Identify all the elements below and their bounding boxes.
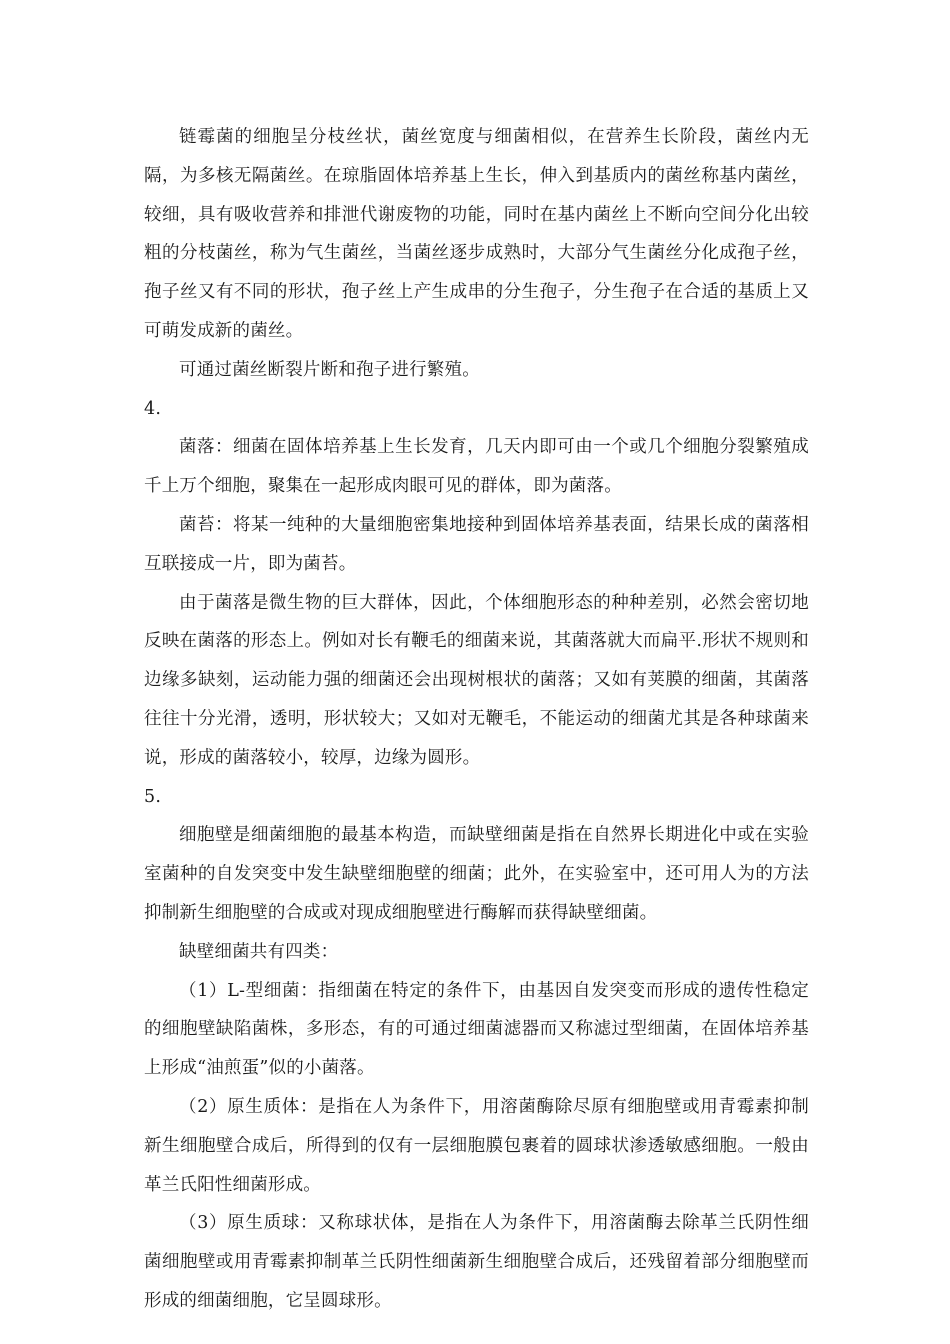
list-item-spheroplast: （3）原生质球：又称球状体，是指在人为条件下，用溶菌酶去除革兰氏阴性细菌细胞壁或用青霉素抑制革兰氏阴性细菌新生细胞壁合成后，还残留着部分细胞壁而形成的细菌细胞，它呈圆球形。 xyxy=(144,1213,809,1311)
paragraph-streptomyces-morphology: 链霉菌的细胞呈分枝丝状，菌丝宽度与细菌相似，在营养生长阶段，菌丝内无隔，为多核无隔菌丝。在琼脂固体培养基上生长，伸入到基质内的菌丝称基内菌丝，较细，具有吸收营养和排泄代谢废物的功能，同时在基内菌丝上不断向空间分化出较粗的分枝菌丝，称为气生菌丝，当菌丝逐步成熟时，大部分气生菌丝分化成孢子丝，孢子丝又有不同的形状，孢子丝上产生成串的分生孢子，分生孢子在合适的基质上又可萌发成新的菌丝。 xyxy=(144,127,809,341)
paragraph-cell-wall-deficient: 细胞壁是细菌细胞的最基本构造，而缺壁细菌是指在自然界长期进化中或在实验室菌种的自发突变中发生缺壁细胞壁的细菌；此外，在实验室中，还可用人为的方法抑制新生细胞壁的合成或对现成细胞壁进行酶解而获得缺壁细菌。 xyxy=(144,825,809,923)
paragraph-colony-definition: 菌落：细菌在固体培养基上生长发育，几天内即可由一个或几个细胞分裂繁殖成千上万个细胞，聚集在一起形成肉眼可见的群体，即为菌落。 xyxy=(144,437,809,497)
section-number-5: 5. xyxy=(144,786,162,807)
document-body xyxy=(144,118,809,1321)
paragraph-lawn-definition: 菌苔：将某一纯种的大量细胞密集地接种到固体培养基表面，结果长成的菌落相互联接成一片，即为菌苔。 xyxy=(144,514,809,574)
list-item-protoplast: （2）原生质体：是指在人为条件下，用溶菌酶除尽原有细胞壁或用青霉素抑制新生细胞壁合成后，所得到的仅有一层细胞膜包裹着的圆球状渗透敏感细胞。一般由革兰氏阳性细菌形成。 xyxy=(144,1096,809,1195)
paragraph-four-types: 缺壁细菌共有四类： xyxy=(179,941,339,962)
section-number-4: 4. xyxy=(144,398,162,419)
list-item-l-form: （1）L-型细菌：指细菌在特定的条件下，由基因自发突变而形成的遗传性稳定的细胞壁缺陷菌株，多形态，有的可通过细菌滤器而又称滤过型细菌，在固体培养基上形成“油煎蛋”似的小菌落。 xyxy=(144,980,809,1079)
paragraph-colony-morphology: 由于菌落是微生物的巨大群体，因此，个体细胞形态的种种差别，必然会密切地反映在菌落的形态上。例如对长有鞭毛的细菌来说，其菌落就大而扁平.形状不规则和边缘多缺刻，运动能力强的细菌还会出现树根状的菌落；又如有荚膜的细菌，其菌落往往十分光滑，透明，形状较大；又如对无鞭毛，不能运动的细菌尤其是各种球菌来说，形成的菌落较小，较厚，边缘为圆形。 xyxy=(144,592,809,768)
paragraph-reproduction: 可通过菌丝断裂片断和孢子进行繁殖。 xyxy=(179,359,480,380)
